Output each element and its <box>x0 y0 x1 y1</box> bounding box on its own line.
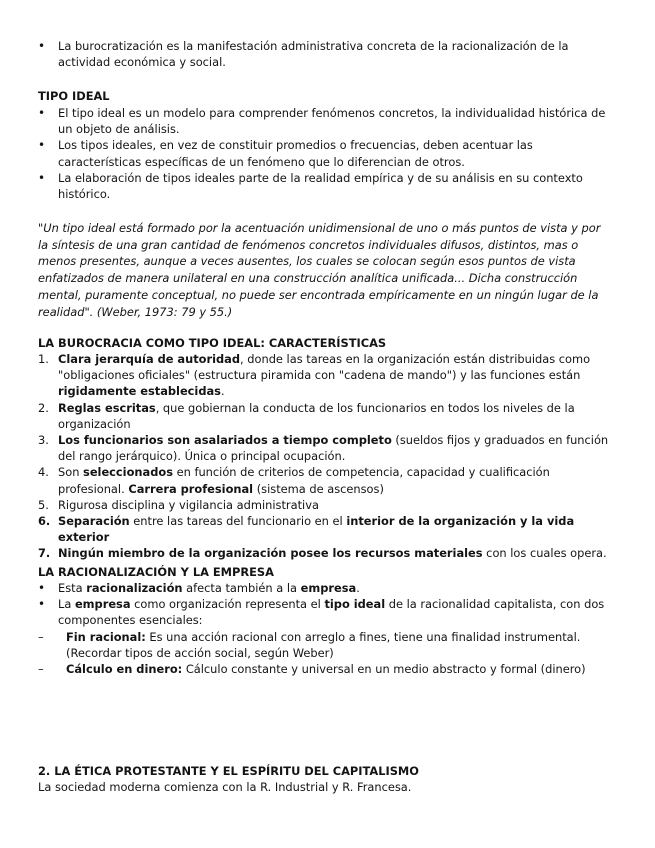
item-text: Rigurosa disciplina y vigilancia administrativa <box>58 497 319 512</box>
item-text: entre las tareas del funcionario en el <box>129 514 347 529</box>
burocracia-item <box>38 464 613 496</box>
tipo-ideal-list <box>38 105 613 202</box>
item-text: (sistema de ascensos) <box>253 481 384 496</box>
item-text: en función de criterios de competencia, capacidad y cualificación profesional. <box>58 465 550 496</box>
racionalizacion-subitem <box>48 629 613 661</box>
item-number: 5. <box>38 497 49 512</box>
burocracia-item <box>38 545 613 561</box>
intro-list <box>38 38 613 70</box>
racionalizacion-bullet <box>38 596 613 628</box>
item-text: , que gobiernan la conducta de los funcionarios en todos los niveles de la organización <box>58 400 575 431</box>
item-text: como organización representa el <box>130 597 325 612</box>
item-number: 3. <box>38 433 49 448</box>
burocracia-item <box>38 400 613 432</box>
item-bold: Carrera profesional <box>128 481 254 496</box>
item-bold: seleccionados <box>83 465 173 480</box>
item-number: 4. <box>38 465 49 480</box>
item-text: , donde las tareas en la organización están distribuidas como "obligaciones oficiales" (estructura piramida con "cadena de mando") y las funciones están <box>58 352 591 383</box>
etica-text: La sociedad moderna comienza con la R. Industrial y R. Francesa. <box>38 780 412 794</box>
tipo-ideal-bullet: • Los tipos ideales, en vez de constituir promedios o frecuencias, deben acentuar las características específicas de un fenómeno que lo diferencian de otros. <box>38 137 613 169</box>
burocracia-heading: LA BUROCRACIA COMO TIPO IDEAL: CARACTERÍSTICAS <box>38 336 387 350</box>
item-number: 6. <box>38 514 51 529</box>
item-number: 7. <box>38 546 51 561</box>
item-number: 2. <box>38 400 49 415</box>
item-bold: Separación <box>58 514 130 529</box>
burocracia-list <box>38 351 613 562</box>
item-text: Son <box>58 465 84 480</box>
item-bold: interior de la organización y la vida exterior <box>58 514 575 545</box>
item-bold: Ningún miembro de la organización posee los recursos materiales <box>58 546 483 561</box>
item-text: Cálculo constante y universal en un medio abstracto y formal (dinero) <box>182 662 586 677</box>
item-bold: Clara jerarquía de autoridad <box>58 352 241 366</box>
item-bold: rigidamente establecidas <box>58 384 221 399</box>
item-bold: Cálculo en dinero: <box>66 662 183 677</box>
item-text: de la racionalidad capitalista, con dos componentes esenciales: <box>58 597 605 628</box>
item-bold: Fin racional: <box>66 629 146 644</box>
item-bold: Reglas escritas <box>58 400 156 415</box>
item-text: La <box>58 597 75 612</box>
intro-bullet: • La burocratización es la manifestación administrativa concreta de la racionalización de la actividad económica y social. <box>38 38 613 70</box>
item-text: . <box>356 581 360 595</box>
item-bold: racionalización <box>86 581 183 595</box>
item-text: Esta <box>58 581 87 595</box>
burocracia-item <box>38 351 613 400</box>
burocracia-item <box>38 432 613 464</box>
weber-quote: "Un tipo ideal está formado por la acentuación unidimensional de uno o más puntos de vista y por la síntesis de una gran cantidad de fenómenos concretos individuales difusos, distintos, mas o menos presentes, aunque a veces ausentes, los cuales se colocan según esos puntos de vista enfatizados de manera unilateral en una construcción analítica unificada... Dicha construcción mental, puramente conceptual, no puede ser encontrada empíricamente en un ningún lugar de la realidad". (Weber, 1973: 79 y 55.) <box>38 221 601 319</box>
item-bold: Los funcionarios son asalariados a tiempo completo <box>58 433 392 448</box>
item-bold: tipo ideal <box>324 597 386 612</box>
tipo-ideal-bullet: • El tipo ideal es un modelo para comprender fenómenos concretos, la individualidad histórica de un objeto de análisis. <box>38 105 613 137</box>
racionalizacion-list <box>38 580 613 677</box>
item-text: (sueldos fijos y graduados en función del rango jerárquico). Única o principal ocupación. <box>58 433 609 464</box>
tipo-ideal-heading: TIPO IDEAL <box>38 89 110 103</box>
item-text: con los cuales opera. <box>482 546 607 561</box>
burocracia-item <box>38 497 613 513</box>
tipo-ideal-bullet: • La elaboración de tipos ideales parte de la realidad empírica y de su análisis en su contexto histórico. <box>38 170 613 202</box>
item-text: afecta también a la <box>182 581 301 595</box>
item-bold: empresa <box>74 597 131 612</box>
racionalizacion-heading: LA RACIONALIZACIÓN Y LA EMPRESA <box>38 565 274 579</box>
item-text: Es una acción racional con arreglo a fines, tiene una finalidad instrumental. (Recordar tipos de acción social, según Weber) <box>66 629 581 660</box>
racionalizacion-bullet <box>38 580 613 596</box>
item-bold: empresa <box>300 581 357 595</box>
item-number: 1. <box>38 352 49 366</box>
etica-heading: 2. LA ÉTICA PROTESTANTE Y EL ESPÍRITU DEL CAPITALISMO <box>38 764 419 778</box>
burocracia-item <box>38 513 613 545</box>
item-text: . <box>220 384 225 399</box>
racionalizacion-subitem <box>48 661 613 677</box>
